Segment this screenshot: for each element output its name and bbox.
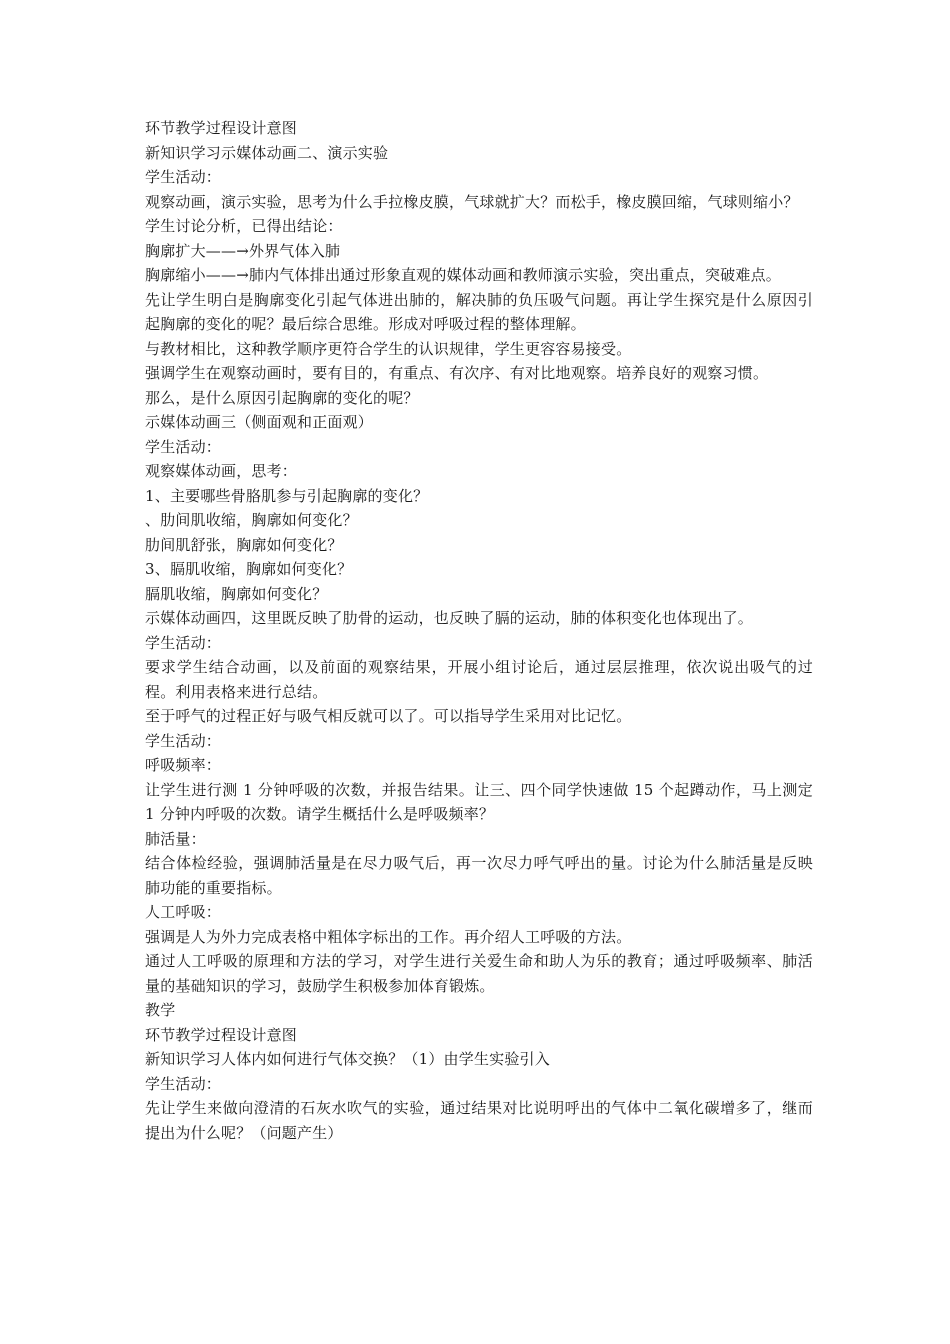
text-line: 环节教学过程设计意图 xyxy=(145,119,298,137)
text-line: 学生活动： xyxy=(145,437,222,456)
text-line: 学生活动： xyxy=(145,1074,222,1093)
text-line: 与教材相比，这种教学顺序更符合学生的认识规律，学生更容容易接受。 xyxy=(145,339,632,358)
text-line: 观察媒体动画，思考： xyxy=(145,462,298,480)
text-line: 让学生进行测 1 分钟呼吸的次数，并报告结果。让三、四个同学快速做 15 个起蹲动作，马上测定 1 分钟内呼吸的次数。请学生概括什么是呼吸频率？ xyxy=(145,780,813,823)
document-body xyxy=(145,116,813,1145)
text-line: 3、膈肌收缩，胸廓如何变化？ xyxy=(145,560,353,578)
text-line: 强调学生在观察动画时，要有目的，有重点、有次序、有对比地观察。培养良好的观察习惯。 xyxy=(145,364,769,382)
text-line: 膈肌收缩，胸廓如何变化？ xyxy=(145,584,328,603)
text-line: 要求学生结合动画，以及前面的观察结果，开展小组讨论后，通过层层推理，依次说出吸气的过程。利用表格来进行总结。 xyxy=(145,658,813,701)
text-line: 强调是人为外力完成表格中粗体字标出的工作。再介绍人工呼吸的方法。 xyxy=(145,927,632,946)
text-line: 胸廓扩大——→外界气体入肺 xyxy=(145,241,341,260)
text-line: 那么，是什么原因引起胸廓的变化的呢？ xyxy=(145,388,419,407)
text-line: 胸廓缩小——→肺内气体排出通过形象直观的媒体动画和教师演示实验，突出重点，突破难点。 xyxy=(145,266,781,284)
text-line: 学生活动： xyxy=(145,168,222,186)
text-line: 先让学生来做向澄清的石灰水吹气的实验，通过结果对比说明呼出的气体中二氧化碳增多了，继而提出为什么呢？（问题产生） xyxy=(145,1099,813,1142)
text-line: 学生讨论分析，已得出结论： xyxy=(145,217,343,235)
text-line: 至于呼气的过程正好与吸气相反就可以了。可以指导学生采用对比记忆。 xyxy=(145,707,632,725)
text-line: 1、主要哪些骨胳肌参与引起胸廓的变化？ xyxy=(145,486,429,505)
text-line: 呼吸频率： xyxy=(145,756,222,774)
text-line: 通过人工呼吸的原理和方法的学习，对学生进行关爱生命和助人为乐的教育；通过呼吸频率、肺活量的基础知识的学习，鼓励学生积极参加体育锻炼。 xyxy=(145,952,813,995)
text-line: 肋间肌舒张，胸廓如何变化？ xyxy=(145,535,343,554)
text-line: 肺活量： xyxy=(145,829,206,848)
text-line: 环节教学过程设计意图 xyxy=(145,1025,298,1044)
text-line: 先让学生明白是胸廓变化引起气体进出肺的，解决肺的负压吸气问题。再让学生探究是什么原因引起胸廓的变化的呢？最后综合思维。形成对呼吸过程的整体理解。 xyxy=(145,290,813,333)
text-line: 学生活动： xyxy=(145,731,222,750)
text-line: 人工呼吸： xyxy=(145,903,222,921)
text-line: 新知识学习示媒体动画二、演示实验 xyxy=(145,143,389,162)
text-line: 结合体检经验，强调肺活量是在尽力吸气后，再一次尽力呼气呼出的量。讨论为什么肺活量是反映肺功能的重要指标。 xyxy=(145,854,813,897)
text-line: 示媒体动画三（侧面观和正面观） xyxy=(145,413,374,431)
text-line: 、肋间肌收缩，胸廓如何变化？ xyxy=(145,511,358,529)
text-line: 示媒体动画四，这里既反映了肋骨的运动，也反映了膈的运动，肺的体积变化也体现出了。 xyxy=(145,609,754,627)
text-line: 学生活动： xyxy=(145,633,222,652)
text-line: 观察动画，演示实验，思考为什么手拉橡皮膜，气球就扩大？而松手，橡皮膜回缩，气球则缩小？ xyxy=(145,192,799,211)
text-line: 教学 xyxy=(145,1001,176,1019)
text-line: 新知识学习人体内如何进行气体交换？（1）由学生实验引入 xyxy=(145,1050,550,1068)
